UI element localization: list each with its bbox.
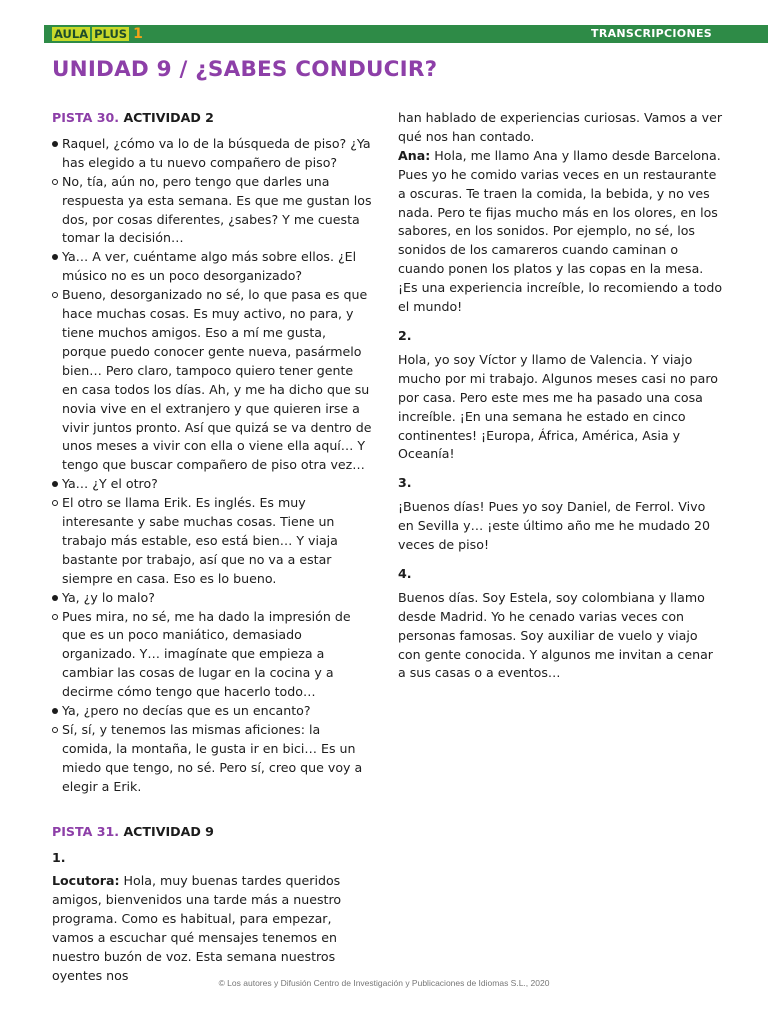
dialogue-line [52, 608, 372, 703]
item-1-text: Hola, muy buenas tardes queridos amigos, bienvenidos una tarde más a nuestro programa. Como es habitual, para empezar, vamos a escuchar qué mensajes tenemos en nuestro buzón de voz. Esta semana nuestros oyentes nos [52, 873, 342, 983]
dialogue-text: Ya, ¿pero no decías que es un encanto? [62, 703, 311, 719]
pista-30-number: PISTA 30. [52, 110, 120, 125]
dialogue-line [52, 494, 372, 589]
dialogue-text: Ya… ¿Y el otro? [62, 476, 158, 492]
pista-30-dialogue [52, 135, 372, 797]
bullet-open-icon [52, 727, 58, 733]
item-1-continuation: han hablado de experiencias curiosas. Vamos a ver qué nos han contado. [398, 110, 722, 144]
dialogue-text: Ya, ¿y lo malo? [62, 589, 155, 605]
item-4-text: Buenos días. Soy Estela, soy colombiana y llamo desde Madrid. Yo he cenado varias veces con personas famosas. Soy auxiliar de vuelo y viajo con gente conocida. Y algunos me invitan a cenar a sus casas o a eventos… [398, 589, 713, 681]
pista-30-heading [52, 109, 372, 128]
item-4-number: 4. [398, 565, 412, 581]
dialogue-line [52, 721, 372, 797]
dialogue-text: No, tía, aún no, pero tengo que darles una respuesta ya esta semana. Es que me gustan los dos, por cosas diferentes, ¿sabes? Y me cuesta tomar la decisión… [62, 173, 372, 246]
pista-31-number: PISTA 31. [52, 823, 120, 839]
item-1-number: 1. [52, 849, 66, 865]
dialogue-text: Pues mira, no sé, me ha dado la impresión de que es un poco maniático, demasiado organizado. Y… imagínate que empieza a cambiar las cosas de lugar en la cocina y a decirme cómo tengo que hacerlo todo… [62, 608, 351, 700]
dialogue-line [52, 702, 372, 721]
bullet-filled-icon [52, 595, 58, 601]
right-column [398, 109, 723, 683]
aula-plus-logo [52, 25, 143, 43]
dialogue-line [52, 475, 372, 494]
logo-word-aula: AULA [54, 27, 89, 41]
logo-word-plus: PLUS [94, 27, 128, 41]
dialogue-line [52, 286, 372, 475]
dialogue-text: Raquel, ¿cómo va lo de la búsqueda de piso? ¿Ya has elegido a tu nuevo compañero de piso? [62, 135, 371, 170]
logo-number: 1 [133, 26, 143, 42]
item-1-paragraph [52, 872, 372, 985]
item-2-text: Hola, yo soy Víctor y llamo de Valencia. Y viajo mucho por mi trabajo. Algunos meses casi no paro por casa. Pero este mes me ha pasado una cosa increíble. ¡En una semana he estado en cinco continentes! ¡Europa, África, América, Asia y Oceanía! [398, 351, 718, 462]
item-3-text: ¡Buenos días! Pues yo soy Daniel, de Ferrol. Vivo en Sevilla y… ¡este último año me he mudado 20 veces de piso! [398, 499, 710, 553]
pista-30-activity: ACTIVIDAD 2 [123, 110, 214, 125]
copyright-footer: © Los autores y Difusión Centro de Investigación y Publicaciones de Idiomas S.L., 2020 [218, 978, 550, 988]
dialogue-line [52, 173, 372, 249]
dialogue-line [52, 248, 372, 286]
dialogue-line [52, 589, 372, 608]
speaker-ana: Ana: [398, 147, 431, 163]
speaker-locutora: Locutora: [52, 873, 120, 889]
unit-title: UNIDAD 9 / ¿SABES CONDUCIR? [52, 57, 438, 82]
bullet-open-icon [52, 179, 58, 185]
dialogue-text: Sí, sí, y tenemos las mismas aficiones: la comida, la montaña, le gusta ir en bici… Es un miedo que tengo, no sé. Pero sí, creo que voy a elegir a Erik. [62, 722, 363, 794]
bullet-open-icon [52, 500, 58, 506]
ana-paragraph [398, 147, 723, 317]
bullet-filled-icon [52, 254, 58, 260]
left-column [52, 109, 372, 986]
item-2-number: 2. [398, 327, 412, 343]
dialogue-text: El otro se llama Erik. Es inglés. Es muy interesante y sabe muchas cosas. Tiene un trabajo más estable, eso está bien… Y viaja bastante por trabajo, así que no va a estar siempre en casa. Eso es lo bueno. [62, 495, 338, 586]
bullet-filled-icon [52, 481, 58, 487]
pista-31-activity: ACTIVIDAD 9 [123, 823, 214, 839]
pista-31-heading [52, 823, 372, 842]
ana-text: Hola, me llamo Ana y llamo desde Barcelona. Pues yo he comido varias veces en un restaurante a oscuras. Te traen la comida, la bebida, y no ves nada. Pero te fijas mucho más en los olores, en los sabores, en los sonidos. Por ejemplo, no sé, los sonidos de los camareros cuando caminan o cuando ponen los platos y las copas en la mesa. ¡Es una experiencia increíble, lo recomiendo a todo el mundo! [398, 147, 723, 315]
bullet-open-icon [52, 614, 58, 620]
section-label: TRANSCRIPCIONES [591, 27, 712, 40]
item-3-number: 3. [398, 475, 412, 491]
bullet-filled-icon [52, 141, 58, 147]
dialogue-text: Bueno, desorganizado no sé, lo que pasa es que hace muchas cosas. Es muy activo, no para, y tiene muchos amigos. Eso a mí me gusta, porque puedo conocer gente nueva, pasármelo bien… Pero claro, tampoco quiero tener gente en casa todos los días. Ah, y me ha dicho que su novia vive en el extranjero y que quieren irse a vivir juntos pronto. Así que quizá se va dentro de unos meses a vivir con ella o viene ella aquí… Y tengo que buscar compañero de piso otra vez… [62, 287, 372, 473]
bullet-filled-icon [52, 708, 58, 714]
bullet-open-icon [52, 292, 58, 298]
dialogue-text: Ya… A ver, cuéntame algo más sobre ellos. ¿El músico no es un poco desorganizado? [62, 249, 357, 284]
dialogue-line [52, 135, 372, 173]
